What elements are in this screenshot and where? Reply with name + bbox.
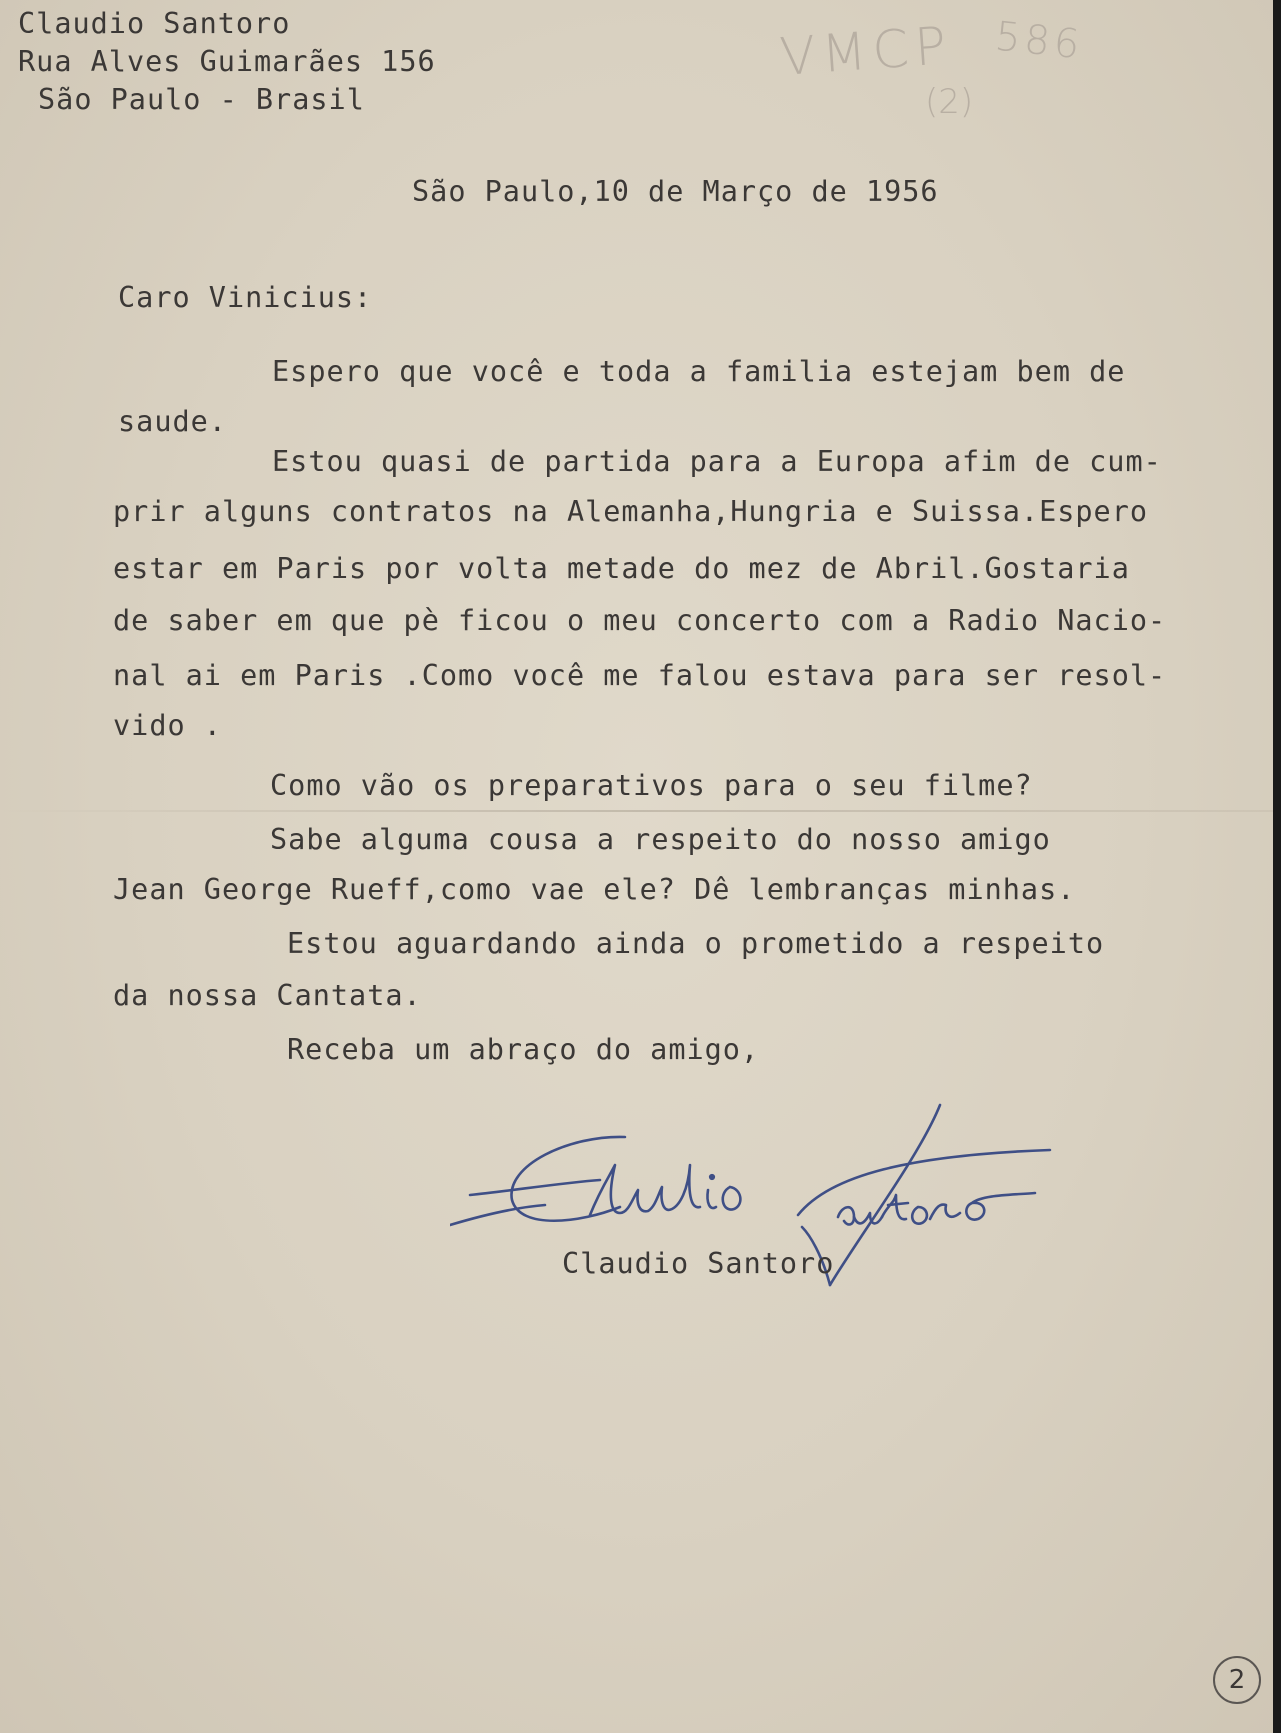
body-line: prir alguns contratos na Alemanha,Hungria e Suissa.Espero: [113, 495, 1149, 528]
archive-sub: (2): [925, 82, 974, 122]
body-line: Como vão os preparativos para o seu filme?: [270, 769, 1033, 802]
body-line: da nossa Cantata.: [113, 979, 422, 1012]
body-line: Estou quasi de partida para a Europa afim de cum-: [272, 445, 1162, 478]
body-line: de saber em que pè ficou o meu concerto com a Radio Nacio-: [113, 604, 1167, 637]
archive-number: 586: [992, 13, 1086, 69]
salutation: Caro Vinicius:: [118, 281, 373, 314]
sender-name: Claudio Santoro: [18, 7, 291, 40]
body-line: vido .: [113, 709, 222, 742]
body-line: Jean George Rueff,como vae ele? Dê lembranças minhas.: [113, 873, 1076, 906]
handwritten-signature: [450, 1095, 1090, 1325]
body-line: saude.: [118, 405, 227, 438]
body-line: nal ai em Paris .Como você me falou estava para ser resol-: [113, 659, 1167, 692]
body-line: Sabe alguma cousa a respeito do nosso amigo: [270, 823, 1051, 856]
fold-crease: [0, 810, 1281, 812]
sender-street: Rua Alves Guimarães 156: [18, 45, 436, 78]
body-line: Estou aguardando ainda o prometido a respeito: [287, 927, 1105, 960]
body-line: Receba um abraço do amigo,: [287, 1033, 760, 1066]
date-line: São Paulo,10 de Março de 1956: [412, 175, 939, 208]
body-line: Espero que você e toda a familia estejam bem de: [272, 355, 1126, 388]
body-line: estar em Paris por volta metade do mez de Abril.Gostaria: [113, 552, 1130, 585]
scan-border: [1273, 0, 1281, 1733]
sender-city: São Paulo - Brasil: [38, 83, 365, 116]
page-number: 2: [1228, 1665, 1246, 1695]
page-number-circle: [1213, 1656, 1261, 1704]
archive-code: VMCP: [778, 16, 954, 88]
typed-signature: Claudio Santoro: [562, 1247, 835, 1280]
